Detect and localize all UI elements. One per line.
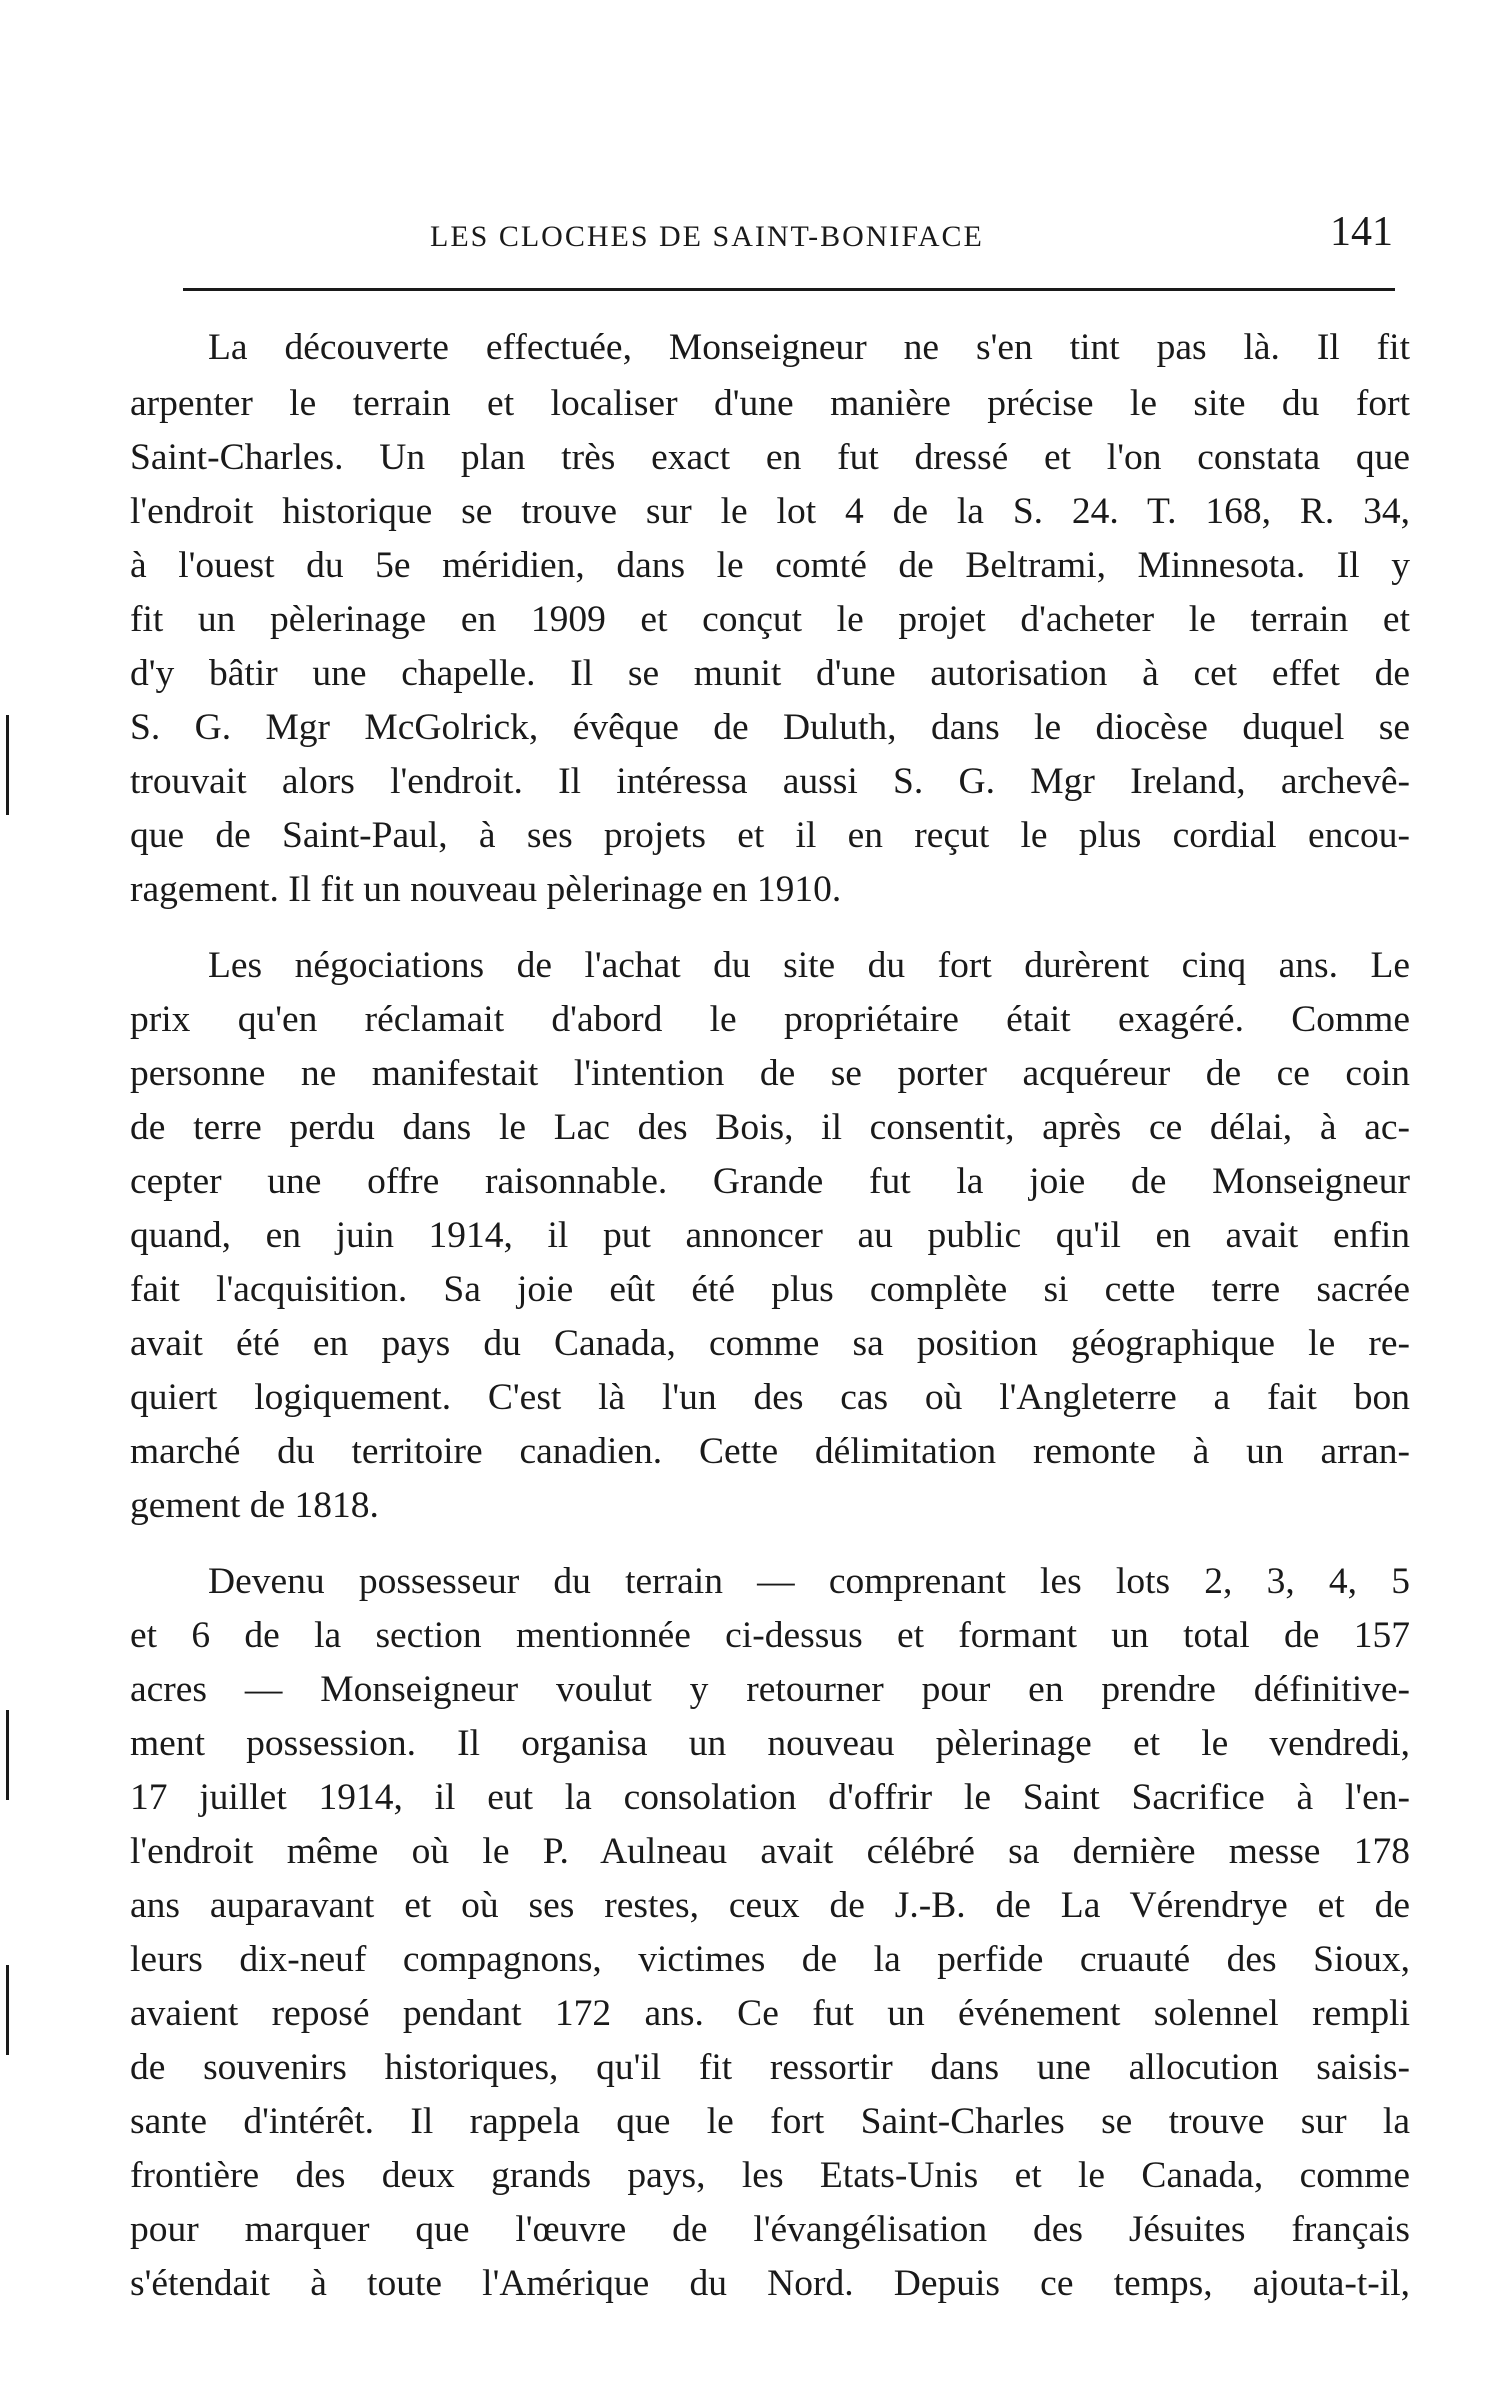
text-line: que de Saint-Paul, à ses projets et il en reçut le plus cordial encou- [130,815,1410,856]
margin-scan-mark [6,1710,9,1800]
text-line: avaient reposé pendant 172 ans. Ce fut un événement solennel rempli [130,1993,1410,2034]
text-line: à l'ouest du 5e méridien, dans le comté de Beltrami, Minnesota. Il y [130,545,1410,586]
text-line: Les négociations de l'achat du site du fort durèrent cinq ans. Le [208,945,1410,986]
header-rule [183,288,1395,291]
text-line: prix qu'en réclamait d'abord le propriétaire était exagéré. Comme [130,999,1410,1040]
text-line: La découverte effectuée, Monseigneur ne s'en tint pas là. Il fit [208,327,1410,368]
text-line: frontière des deux grands pays, les Etats-Unis et le Canada, comme [130,2155,1410,2196]
text-line: S. G. Mgr McGolrick, évêque de Duluth, dans le diocèse duquel se [130,707,1410,748]
text-line: Devenu possesseur du terrain — comprenant les lots 2, 3, 4, 5 [208,1561,1410,1602]
text-line: sante d'intérêt. Il rappela que le fort Saint-Charles se trouve sur la [130,2101,1410,2142]
text-line: quand, en juin 1914, il put annoncer au public qu'il en avait enfin [130,1215,1410,1256]
text-line: de terre perdu dans le Lac des Bois, il consentit, après ce délai, à ac- [130,1107,1410,1148]
text-line: ans auparavant et où ses restes, ceux de J.-B. de La Vérendrye et de [130,1885,1410,1926]
text-line: marché du territoire canadien. Cette délimitation remonte à un arran- [130,1431,1410,1472]
text-line: quiert logiquement. C'est là l'un des cas où l'Angleterre a fait bon [130,1377,1410,1418]
margin-scan-mark [6,1965,9,2055]
text-line: gement de 1818. [130,1485,379,1526]
text-line: avait été en pays du Canada, comme sa position géographique le re- [130,1323,1410,1364]
text-line: personne ne manifestait l'intention de se porter acquéreur de ce coin [130,1053,1410,1094]
text-line: cepter une offre raisonnable. Grande fut la joie de Monseigneur [130,1161,1410,1202]
text-line: s'étendait à toute l'Amérique du Nord. Depuis ce temps, ajouta-t-il, [130,2263,1410,2304]
text-line: leurs dix-neuf compagnons, victimes de la perfide cruauté des Sioux, [130,1939,1410,1980]
text-line: acres — Monseigneur voulut y retourner pour en prendre définitive- [130,1669,1410,1710]
text-line: l'endroit même où le P. Aulneau avait célébré sa dernière messe 178 [130,1831,1410,1872]
text-line: fit un pèlerinage en 1909 et conçut le projet d'acheter le terrain et [130,599,1410,640]
page-number: 141 [1330,209,1393,255]
text-line: et 6 de la section mentionnée ci-dessus et formant un total de 157 [130,1615,1410,1656]
text-line: pour marquer que l'œuvre de l'évangélisation des Jésuites français [130,2209,1410,2250]
running-head-title: LES CLOCHES DE SAINT-BONIFACE [430,220,984,253]
text-line: 17 juillet 1914, il eut la consolation d'offrir le Saint Sacrifice à l'en- [130,1777,1410,1818]
text-line: trouvait alors l'endroit. Il intéressa aussi S. G. Mgr Ireland, archevê- [130,761,1410,802]
text-line: de souvenirs historiques, qu'il fit ressortir dans une allocution saisis- [130,2047,1410,2088]
text-line: ragement. Il fit un nouveau pèlerinage en 1910. [130,869,842,910]
text-line: fait l'acquisition. Sa joie eût été plus complète si cette terre sacrée [130,1269,1410,1310]
text-line: l'endroit historique se trouve sur le lot 4 de la S. 24. T. 168, R. 34, [130,491,1410,532]
margin-scan-mark [6,715,9,815]
text-line: ment possession. Il organisa un nouveau pèlerinage et le vendredi, [130,1723,1410,1764]
text-line: arpenter le terrain et localiser d'une manière précise le site du fort [130,383,1410,424]
text-line: d'y bâtir une chapelle. Il se munit d'une autorisation à cet effet de [130,653,1410,694]
text-line: Saint-Charles. Un plan très exact en fut dressé et l'on constata que [130,437,1410,478]
